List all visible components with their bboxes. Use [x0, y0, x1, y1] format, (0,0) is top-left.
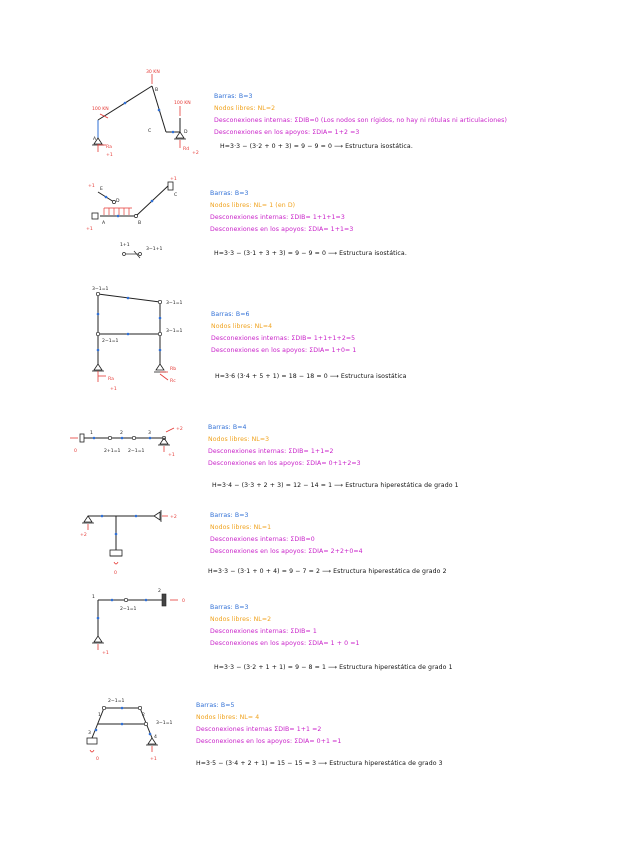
bars-line: Barras: B=5	[196, 702, 235, 709]
label-plus1-c: +1	[170, 177, 177, 182]
structure-diagram-2	[80, 172, 190, 267]
free-nodes-line: Nodos libres: NL= 4	[196, 714, 260, 721]
label-ra: Ra	[106, 145, 112, 150]
internal-disconnections-line: Desconexiones internas: ΣDIB= 1+1=2	[208, 448, 334, 455]
internal-disconnections-line: Desconexiones internas: ΣDIB= 1	[210, 628, 317, 635]
label-bar2-4: 2	[120, 431, 123, 436]
label-bar1-4: 1	[90, 431, 93, 436]
label-2minus1-7: 2−1=1	[108, 699, 125, 704]
label-rb3: Rb	[170, 367, 177, 372]
label-bar2-7: 2	[142, 713, 145, 718]
internal-disconnections-line: Desconexiones internas: ΣDIB= 1+1+1=3	[210, 214, 345, 221]
hyperstaticity-result: H=3·3 − (3·1 + 3 + 3) = 9 − 9 = 0 ⟶ Estructura isostática.	[214, 250, 407, 257]
bars-line: Barras: B=3	[210, 190, 249, 197]
label-node-a: A	[93, 137, 97, 142]
free-nodes-line: Nodos libres: NL= 1 (en D)	[210, 202, 296, 209]
bars-line: Barras: B=3	[210, 512, 249, 519]
label-load-100kn-a: 100 KN	[92, 107, 109, 112]
free-nodes-line: Nodos libres: NL=2	[214, 105, 276, 112]
label-node-b2: B	[138, 221, 142, 226]
label-node-b3: 3−1=1	[166, 301, 183, 306]
support-disconnections-line: Desconexiones en los apoyos: ΣDIA= 2+2+0=4	[210, 548, 363, 555]
label-rc3: Rc	[170, 379, 176, 384]
label-bar3-4: 3	[148, 431, 151, 436]
label-zero7: 0	[96, 757, 99, 762]
label-ra3: Ra	[108, 377, 114, 382]
label-3minus1plus1: 3−1+1	[146, 247, 163, 252]
internal-disconnections-line: Desconexiones internas: ΣDIB=0 (Los nodos son rígidos, no hay ni rótulas ni articulaciones)	[214, 117, 507, 124]
label-load-30kn: 30 KN	[146, 70, 160, 75]
internal-disconnections-line: Desconexiones internas ΣDIB= 1+1 =2	[196, 726, 322, 733]
structure-diagram-3	[86, 282, 196, 397]
support-disconnections-line: Desconexiones en los apoyos: ΣDIA= 1+1=3	[210, 226, 354, 233]
label-node1-6: 1	[92, 595, 95, 600]
label-node-d3: 2−1=1	[102, 339, 119, 344]
structure-diagram-6	[84, 590, 194, 660]
structure-diagram-1	[80, 70, 210, 160]
label-node-a2: A	[102, 221, 106, 226]
free-nodes-line: Nodos libres: NL=4	[211, 323, 273, 330]
structure-diagram-4	[64, 422, 194, 462]
bars-line: Barras: B=6	[211, 311, 250, 318]
label-bar1-7: 1	[98, 713, 101, 718]
label-zero4: 0	[74, 449, 77, 454]
label-2plus1: 2+1=1	[104, 449, 121, 454]
label-plus1-6: +1	[102, 651, 109, 656]
label-plus2: +2	[192, 151, 199, 156]
support-disconnections-line: Desconexiones en los apoyos: ΣDIA= 1+2 =3	[214, 129, 360, 136]
label-plus1-7: +1	[150, 757, 157, 762]
free-nodes-line: Nodos libres: NL=3	[208, 436, 270, 443]
free-nodes-line: Nodos libres: NL=2	[210, 616, 272, 623]
hyperstaticity-result: H=3·4 − (3·3 + 2 + 3) = 12 − 14 = 1 ⟶ Estructura hiperestática de grado 1	[212, 482, 459, 489]
label-bar4-7: 4	[154, 735, 157, 740]
label-load-100kn-b: 100 KN	[174, 101, 191, 106]
label-node-a3: 3−1=1	[92, 287, 109, 292]
label-node-c2: C	[174, 193, 178, 198]
label-plus1-4a: +1	[168, 453, 175, 458]
structure-diagram-7	[80, 694, 190, 774]
support-disconnections-line: Desconexiones en los apoyos: ΣDIA= 0+1 =1	[196, 738, 342, 745]
support-disconnections-line: Desconexiones en los apoyos: ΣDIA= 1+0= 1	[211, 347, 357, 354]
structure-diagram-5	[74, 504, 194, 584]
label-plus1: +1	[106, 153, 113, 158]
label-plus1-a: +1	[88, 184, 95, 189]
internal-disconnections-line: Desconexiones internas: ΣDIB=0	[210, 536, 315, 543]
bars-line: Barras: B=4	[208, 424, 247, 431]
bars-line: Barras: B=3	[214, 93, 253, 100]
label-node-c: C	[148, 129, 152, 134]
hyperstaticity-result: H=3·6 (3·4 + 5 + 1) = 18 − 18 = 0 ⟶ Estructura isostática	[215, 373, 407, 380]
label-2minus1-6: 2−1=1	[120, 607, 137, 612]
label-node-d2: D	[116, 199, 120, 204]
support-disconnections-line: Desconexiones en los apoyos: ΣDIA= 0+1+2=3	[208, 460, 361, 467]
label-plus1-b: +1	[86, 227, 93, 232]
label-bar3-7: 3	[88, 731, 91, 736]
label-node-d: D	[184, 130, 188, 135]
label-node2-6: 2	[158, 589, 161, 594]
hyperstaticity-result: H=3·3 − (3·2 + 0 + 3) = 9 − 9 = 0 ⟶ Estructura isostática.	[220, 143, 413, 150]
hyperstaticity-result: H=3·3 − (3·2 + 1 + 1) = 9 − 8 = 1 ⟶ Estructura hiperestática de grado 1	[214, 664, 453, 671]
label-node-e2: E	[100, 187, 103, 192]
label-rd: Rd	[183, 147, 190, 152]
label-zero6: 0	[182, 599, 185, 604]
label-3minus1-7: 3−1=1	[156, 721, 173, 726]
label-node-c3: 3−1=1	[166, 329, 183, 334]
free-nodes-line: Nodos libres: NL=1	[210, 524, 272, 531]
bars-line: Barras: B=3	[210, 604, 249, 611]
label-node-b: B	[155, 88, 159, 93]
hyperstaticity-result: H=3·3 − (3·1 + 0 + 4) = 9 − 7 = 2 ⟶ Estructura hiperestática de grado 2	[208, 568, 447, 575]
label-plus2-5a: +2	[80, 533, 87, 538]
label-plus2-5b: +2	[170, 515, 177, 520]
label-plus1-3: +1	[110, 387, 117, 392]
label-2minus1: 2−1=1	[128, 449, 145, 454]
label-plus2-4: +2	[176, 427, 183, 432]
label-zero5: 0	[114, 571, 117, 576]
internal-disconnections-line: Desconexiones internas: ΣDIB= 1+1+1+2=5	[211, 335, 356, 342]
label-1plus1: 1+1	[120, 243, 130, 248]
support-disconnections-line: Desconexiones en los apoyos: ΣDIA= 1 + 0 =1	[210, 640, 360, 647]
hyperstaticity-result: H=3·5 − (3·4 + 2 + 1) = 15 − 15 = 3 ⟶ Estructura hiperestática de grado 3	[196, 760, 443, 767]
